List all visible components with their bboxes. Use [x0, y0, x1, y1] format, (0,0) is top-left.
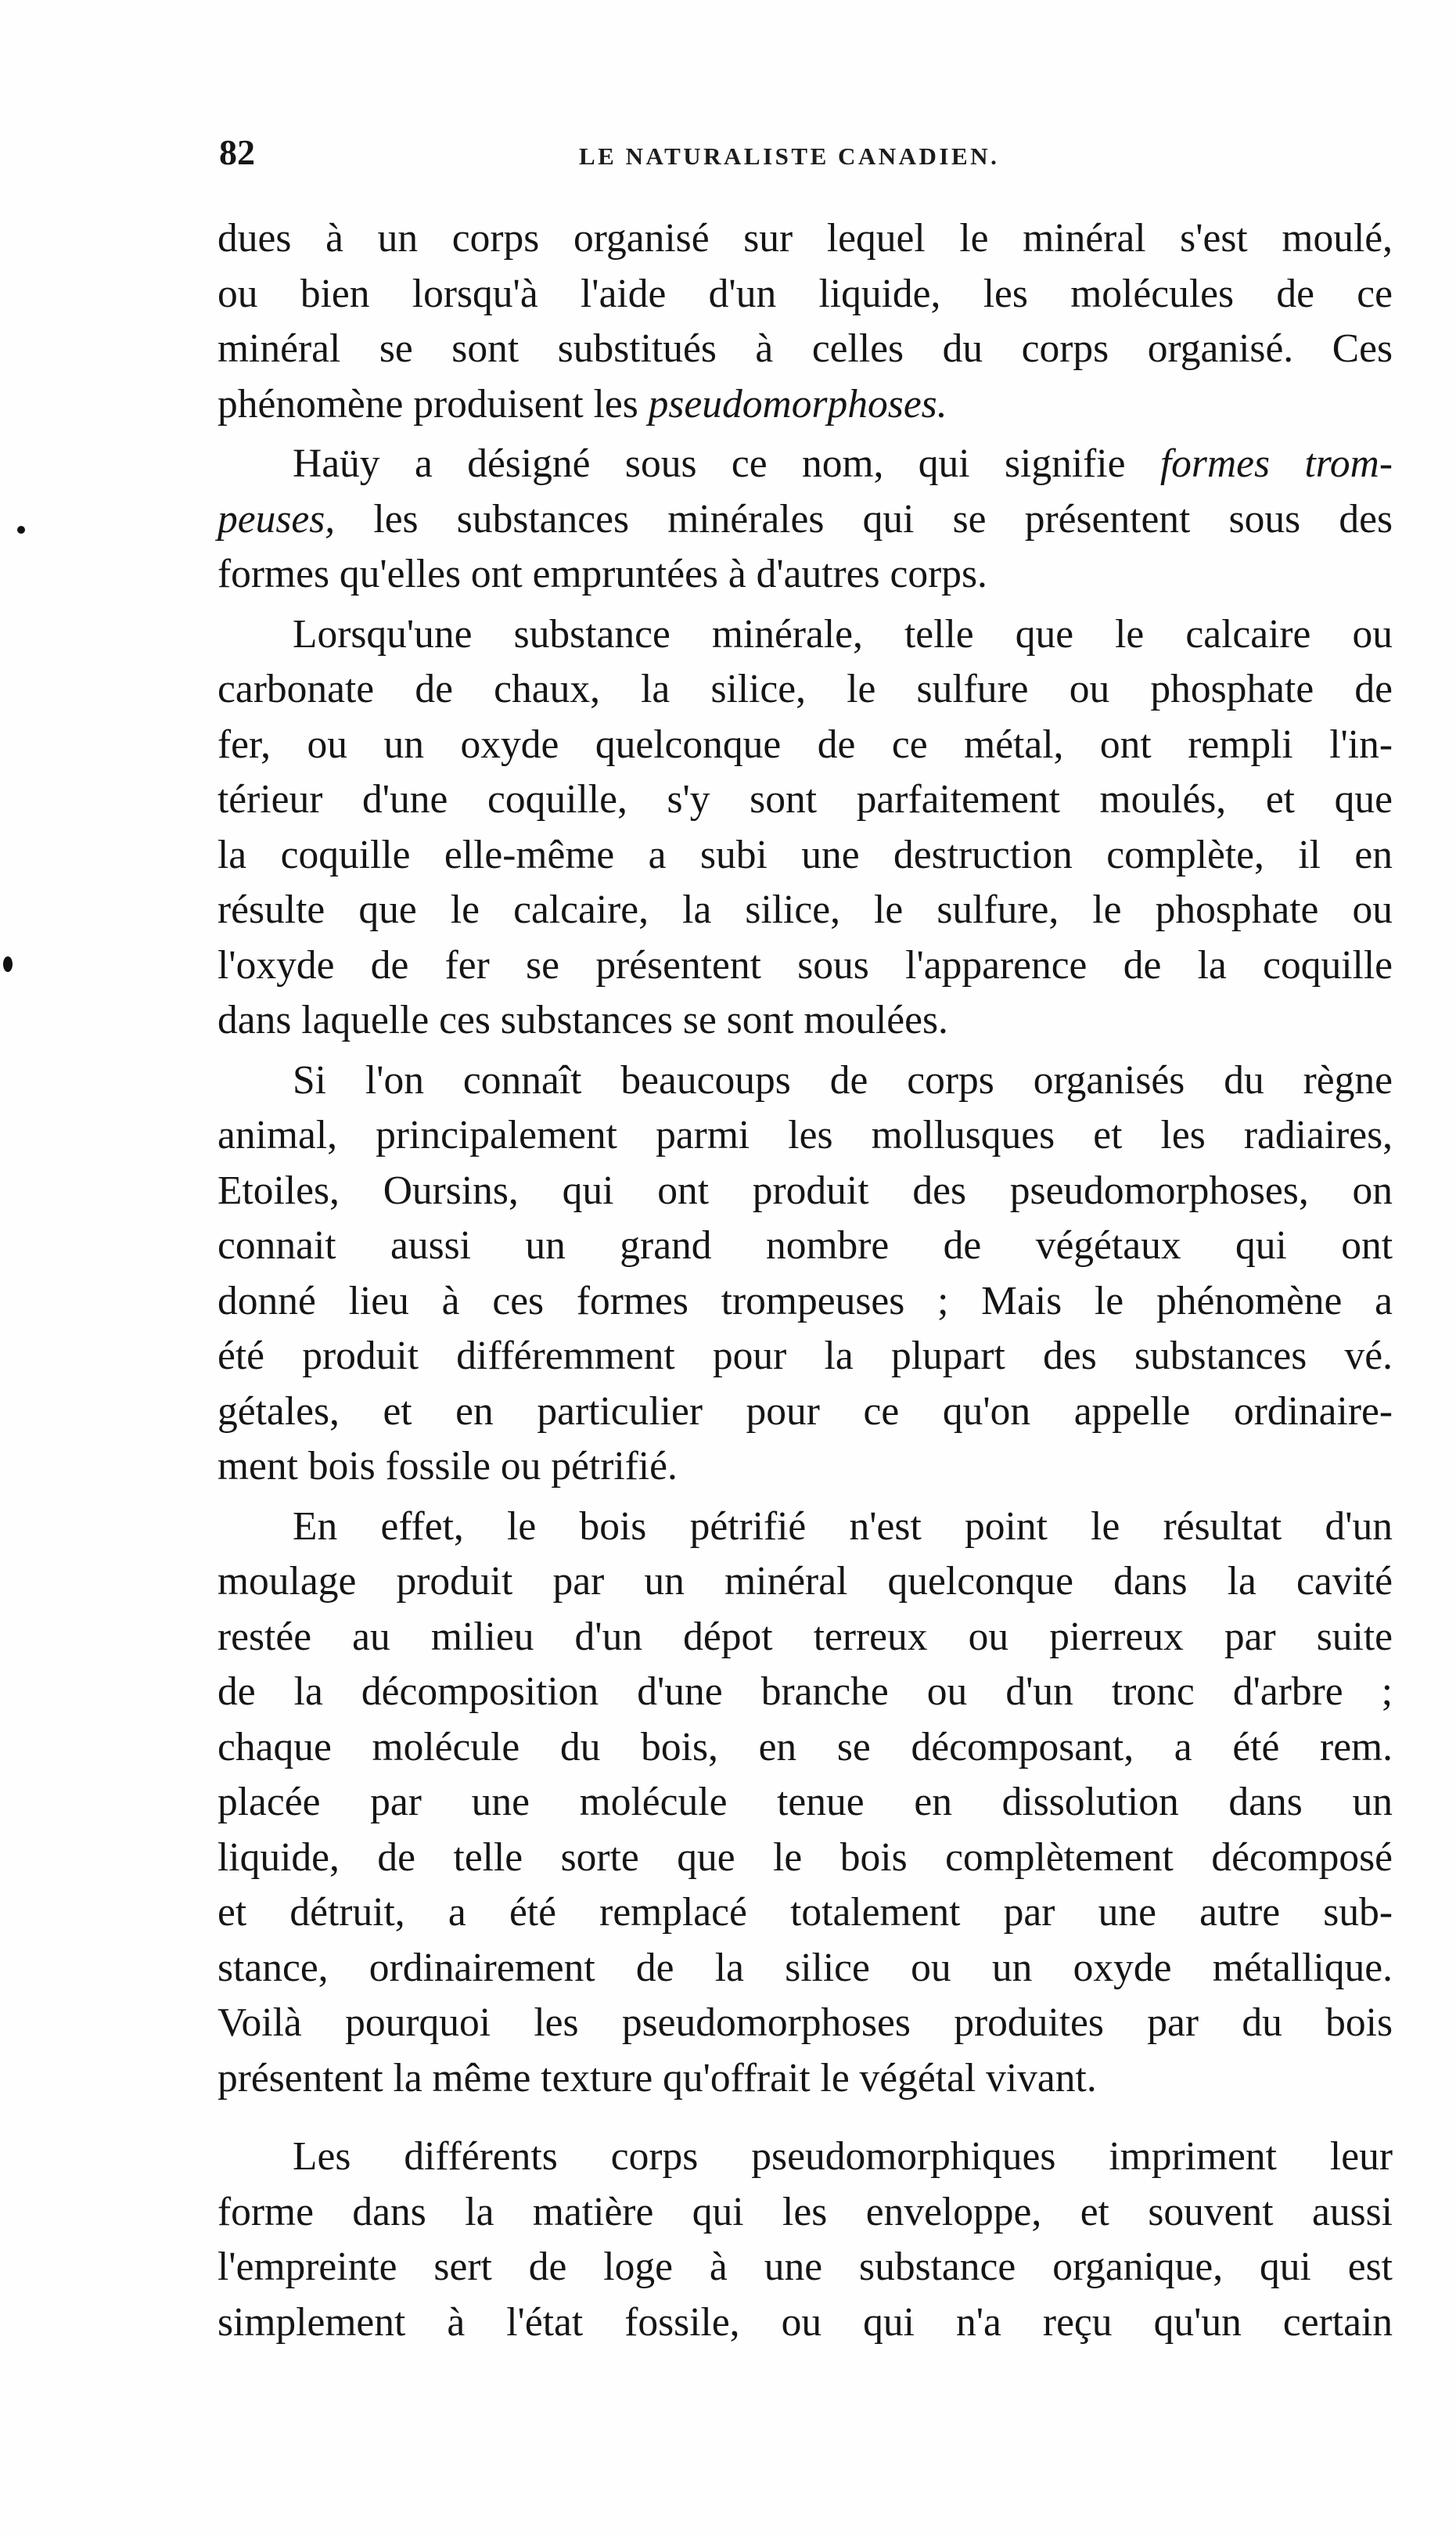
text-line: formes qu'elles ont empruntées à d'autres corps.: [218, 552, 987, 596]
text-line: moulage produit par un minéral quelconque dans la cavité: [218, 1559, 1393, 1604]
text-line: placée par une molécule tenue en dissolution dans un: [218, 1780, 1393, 1824]
margin-speck: [3, 956, 13, 972]
paragraph: [218, 211, 1393, 432]
text-line: donné lieu à ces formes trompeuses ; Mais le phénomène a: [218, 1278, 1393, 1323]
text-line: Les différents corps pseudomorphiques impriment leur: [293, 2134, 1393, 2179]
page-number: 82: [219, 132, 255, 172]
text-line: carbonate de chaux, la silice, le sulfure ou phosphate de: [218, 667, 1393, 711]
text-run: Haüy a désigné sous ce nom, qui signifie: [293, 441, 1160, 486]
text-line: térieur d'une coquille, s'y sont parfaitement moulés, et que: [218, 777, 1393, 822]
text-line: la coquille elle-même a subi une destruction complète, il en: [218, 832, 1393, 877]
text-line: connait aussi un grand nombre de végétaux qui ont: [218, 1223, 1393, 1268]
page-header: [219, 131, 1393, 178]
text-line: présentent la même texture qu'offrait le végétal vivant.: [218, 2055, 1097, 2101]
text-line: simplement à l'état fossile, ou qui n'a reçu qu'un certain: [218, 2299, 1393, 2345]
text-run: phénomène produisent les: [218, 381, 649, 427]
text-line: Etoiles, Oursins, qui ont produit des pseudomorphoses, on: [218, 1168, 1393, 1213]
text-line: dues à un corps organisé sur lequel le minéral s'est moulé,: [218, 216, 1393, 261]
paragraph: [218, 2129, 1393, 2350]
text-line: chaque molécule du bois, en se décomposant, a été rem.: [218, 1724, 1393, 1769]
text-line: [218, 377, 1393, 433]
text-line: dans laquelle ces substances se sont moulées.: [218, 998, 948, 1042]
paragraph: [218, 607, 1393, 1049]
text-line: et détruit, a été remplacé totalement par une autre sub-: [218, 1890, 1393, 1935]
margin-speck: [17, 526, 25, 534]
paragraph: [218, 1053, 1393, 1495]
text-line: [218, 492, 1393, 548]
italic-term: peuses,: [218, 496, 336, 542]
text-line: l'oxyde de fer se présentent sous l'apparence de la coquille: [218, 942, 1393, 988]
text-run: les substances minérales qui se présentent sous des: [335, 496, 1393, 542]
text-line: gétales, et en particulier pour ce qu'on appelle ordinaire-: [218, 1388, 1393, 1434]
text-line: été produit différemment pour la plupart des substances vé.: [218, 1334, 1393, 1378]
text-line: liquide, de telle sorte que le bois complètement décomposé: [218, 1834, 1393, 1880]
text-line: résulte que le calcaire, la silice, le sulfure, le phosphate ou: [218, 887, 1393, 932]
text-line: Voilà pourquoi les pseudomorphoses produites par du bois: [218, 2000, 1393, 2045]
text-line: En effet, le bois pétrifié n'est point le résultat d'un: [293, 1503, 1393, 1549]
italic-term: pseudomorphoses.: [648, 381, 947, 427]
paragraph: [218, 437, 1393, 603]
text-line: forme dans la matière qui les enveloppe, et souvent aussi: [218, 2189, 1393, 2234]
running-title: LE NATURALISTE CANADIEN.: [579, 142, 1000, 170]
text-line: animal, principalement parmi les mollusques et les radiaires,: [218, 1113, 1393, 1157]
text-line: l'empreinte sert de loge à une substance organique, qui est: [218, 2245, 1393, 2289]
text-line: ment bois fossile ou pétrifié.: [218, 1444, 678, 1489]
paragraph: [218, 1499, 1393, 2107]
text-line: Lorsqu'une substance minérale, telle que le calcaire ou: [293, 611, 1393, 657]
text-line: stance, ordinairement de la silice ou un oxyde métallique.: [218, 1945, 1393, 1990]
body-text: [218, 211, 1393, 2350]
italic-term: formes trom-: [1159, 441, 1393, 486]
text-line: restée au milieu d'un dépot terreux ou pierreux par suite: [218, 1614, 1393, 1659]
text-line: fer, ou un oxyde quelconque de ce métal, ont rempli l'in-: [218, 722, 1393, 767]
text-line: ou bien lorsqu'à l'aide d'un liquide, les molécules de ce: [218, 271, 1393, 316]
text-line: minéral se sont substitués à celles du corps organisé. Ces: [218, 326, 1393, 371]
text-line: [218, 437, 1393, 492]
text-line: de la décomposition d'une branche ou d'un tronc d'arbre ;: [218, 1669, 1393, 1714]
text-line: Si l'on connaît beaucoups de corps organisés du règne: [293, 1057, 1393, 1103]
